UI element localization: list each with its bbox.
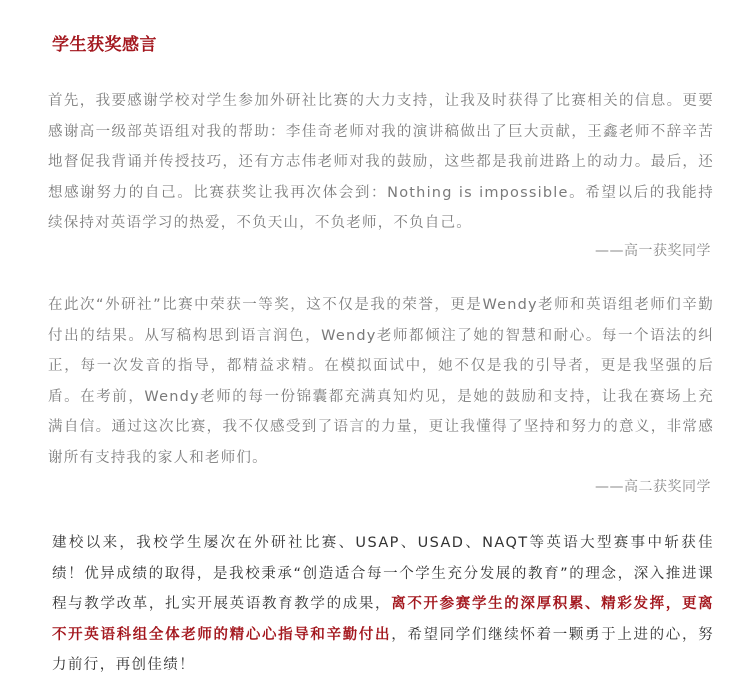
quote-paragraph-grade11: 在此次“外研社”比赛中荣获一等奖，这不仅是我的荣誉，更是Wendy老师和英语组老师们辛勤付出的结果。从写稿构思到语言润色，Wendy老师都倾注了她的智慧和耐心。每一个语法的纠正，每一次发音的指导，都精益求精。在模拟面试中，她不仅是我的引导者，更是我坚强的后盾。在考前，Wendy老师的每一份锦囊都充满真知灼见，是她的鼓励和支持，让我在赛场上充满自信。通过这次比赛，我不仅感受到了语言的力量，更让我懂得了坚持和努力的意义，非常感谢所有支持我的家人和老师们。 xyxy=(48,297,714,466)
summary-text-intro: 建校以来，我校学生屡次在外研社比赛、USAP、USAD、NAQT等英语大型赛事中斩获佳绩！优异成绩的取得，是我校秉承“创造适合每一个学生充分发展的教育”的理念，深入推进课程与教学改革，扎实开展英语教育教学的成果， xyxy=(52,535,714,612)
quote-paragraph-grade10: 首先，我要感谢学校对学生参加外研社比赛的大力支持，让我及时获得了比赛相关的信息。更要感谢高一级部英语组对我的帮助：李佳奇老师对我的演讲稿做出了巨大贡献，王鑫老师不辞辛苦地督促我背诵并传授技巧，还有方志伟老师对我的鼓励，这些都是我前进路上的动力。最后，还想感谢努力的自己。比赛获奖让我再次体会到：Nothing is impossible。希望以后的我能持续保持对英语学习的热爱，不负天山，不负老师，不负自己。 xyxy=(48,93,714,231)
quote-signature-grade10: ——高一获奖同学 xyxy=(595,243,711,259)
summary-text-closing: ，希望同学们继续怀着一颗勇于上进的心，努力前行，再创佳绩！ xyxy=(52,626,714,673)
summary-paragraph xyxy=(52,528,714,681)
quote-signature-grade11: ——高二获奖同学 xyxy=(595,479,711,495)
summary-highlight: 离不开参赛学生的深厚积累、精彩发挥，更离不开英语科组全体老师的精心心指导和辛勤付出 xyxy=(52,596,714,643)
article-title: 学生获奖感言 xyxy=(52,35,157,55)
